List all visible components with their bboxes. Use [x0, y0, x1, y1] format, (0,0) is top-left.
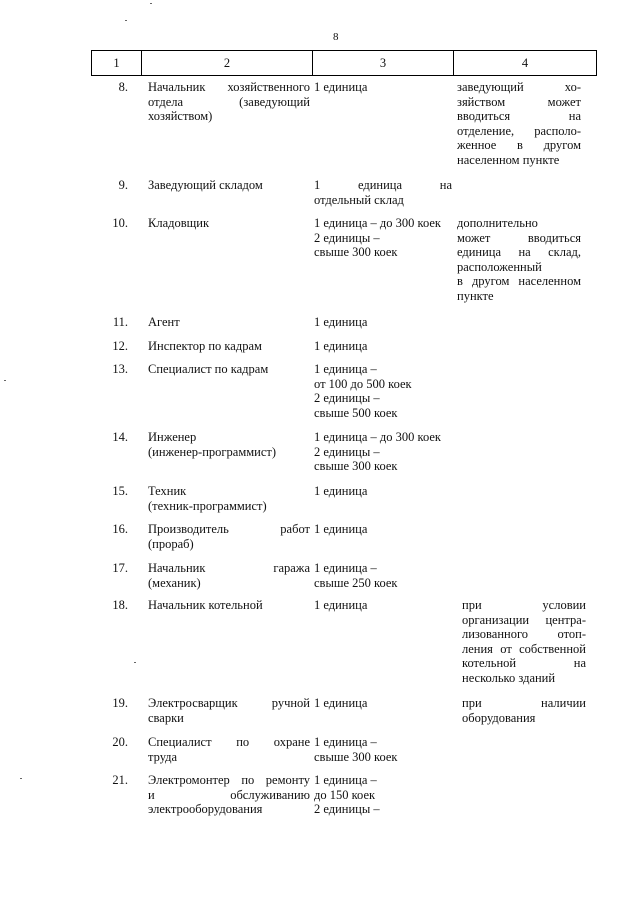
name-line: отдела (заведующий	[148, 94, 310, 109]
qty-line: свыше 300 коек	[314, 245, 398, 259]
position-name	[148, 484, 310, 513]
staff-quantity	[314, 216, 452, 260]
note-line: оборудования	[462, 710, 536, 725]
staff-quantity	[314, 362, 452, 420]
scan-speck	[20, 778, 22, 779]
staff-quantity: 1 единица	[314, 598, 368, 612]
staff-quantity	[314, 178, 452, 207]
position-name	[148, 522, 310, 551]
row-number: 15.	[112, 484, 128, 498]
name-line: (механик)	[148, 575, 201, 590]
staff-quantity: 1 единица	[314, 339, 368, 353]
position-name	[148, 216, 310, 231]
qty-line: 2 единицы –	[314, 444, 380, 459]
position-name: Специалист по кадрам	[148, 362, 269, 376]
name-line: Начальник гаража	[148, 561, 310, 575]
name-line: Электромонтер по ремонту	[148, 773, 310, 787]
qty-line: 2 единицы –	[314, 230, 380, 245]
row-number: 12.	[112, 339, 128, 353]
name-line: электрооборудования	[148, 802, 263, 816]
row-number: 20.	[112, 735, 128, 749]
note-line: котельной на	[462, 656, 586, 670]
name-line: Заведующий складом	[148, 178, 263, 192]
name-line: труда	[148, 749, 178, 764]
name-line: Начальник хозяйственного	[148, 80, 310, 94]
position-name	[148, 178, 310, 193]
name-line: (инженер-программист)	[148, 444, 277, 459]
position-name: Агент	[148, 315, 180, 329]
note-line: в другом населенном	[457, 274, 581, 288]
note-line: при наличии	[462, 696, 586, 710]
note	[457, 216, 581, 303]
staff-quantity	[314, 561, 452, 590]
staff-quantity: 1 единица	[314, 696, 368, 710]
row-number: 10.	[112, 216, 128, 230]
note-line: населенном пункте	[457, 152, 560, 167]
position-name	[148, 80, 310, 124]
position-name	[148, 561, 310, 590]
note-line: несколько зданий	[462, 670, 556, 685]
qty-line: 2 единицы –	[314, 802, 380, 816]
scan-speck	[125, 20, 127, 21]
scan-speck	[150, 3, 152, 4]
note-line: вводиться на	[457, 109, 581, 123]
note-line: дополнительно	[457, 216, 538, 230]
header-col-4: 4	[453, 51, 596, 75]
position-name	[148, 735, 310, 764]
header-col-3: 3	[312, 51, 453, 75]
row-number: 9.	[118, 178, 128, 192]
qty-line: до 150 коек	[314, 787, 376, 802]
qty-line: свыше 500 коек	[314, 405, 398, 420]
name-line: Специалист по охране	[148, 735, 310, 749]
name-line: и обслуживанию	[148, 787, 310, 802]
note	[457, 80, 581, 167]
name-line: (техник-программист)	[148, 498, 267, 513]
name-line: (прораб)	[148, 536, 194, 551]
table-header	[91, 50, 597, 76]
note-line: ления от собственной	[462, 641, 586, 656]
note	[462, 696, 586, 725]
position-name	[148, 696, 310, 725]
name-line: Техник	[148, 484, 187, 498]
name-line: Производитель работ	[148, 522, 310, 536]
qty-line: 1 единица на	[314, 178, 452, 192]
name-line: хозяйством)	[148, 109, 213, 123]
note-line: единица на склад,	[457, 245, 581, 259]
name-line: сварки	[148, 710, 184, 725]
qty-line: 1 единица – до 300 коек	[314, 216, 441, 230]
position-name: Инспектор по кадрам	[148, 339, 262, 353]
note-line: пункте	[457, 288, 494, 303]
note-line: организации центра-	[462, 612, 586, 627]
note	[462, 598, 586, 685]
row-number: 14.	[112, 430, 128, 444]
qty-line: от 100 до 500 коек	[314, 376, 412, 391]
staff-quantity	[314, 80, 452, 95]
qty-line: 1 единица –	[314, 735, 377, 749]
qty-line: свыше 300 коек	[314, 459, 398, 473]
staff-quantity: 1 единица	[314, 522, 368, 536]
scan-speck	[4, 380, 6, 381]
position-name: Начальник котельной	[148, 598, 263, 612]
staff-quantity	[314, 430, 452, 474]
position-name	[148, 430, 310, 459]
row-number: 16.	[112, 522, 128, 536]
qty-line: свыше 300 коек	[314, 749, 398, 764]
row-number: 21.	[112, 773, 128, 787]
qty-line: 1 единица	[314, 80, 368, 94]
note-line: отделение, располо-	[457, 123, 581, 138]
row-number: 19.	[112, 696, 128, 710]
row-number: 11.	[112, 315, 128, 329]
note-line: при условии	[462, 598, 586, 612]
row-number: 17.	[112, 561, 128, 575]
row-number: 13.	[112, 362, 128, 376]
staff-quantity: 1 единица	[314, 315, 368, 329]
qty-line: 1 единица –	[314, 561, 377, 575]
staff-quantity: 1 единица	[314, 484, 368, 498]
header-col-2: 2	[141, 51, 312, 75]
staff-quantity	[314, 773, 452, 817]
name-line: Электросварщик ручной	[148, 696, 310, 710]
name-line: Кладовщик	[148, 216, 210, 230]
row-number: 18.	[112, 598, 128, 612]
qty-line: 1 единица – до 300 коек	[314, 430, 441, 444]
scan-speck	[134, 662, 136, 663]
note-line: заведующий хо-	[457, 80, 581, 94]
qty-line: свыше 250 коек	[314, 575, 398, 590]
note-line: женное в другом	[457, 138, 581, 152]
note-line: лизованного отоп-	[462, 627, 586, 641]
position-name	[148, 773, 310, 817]
qty-line: отдельный склад	[314, 192, 404, 207]
name-line: Инженер	[148, 430, 197, 444]
qty-line: 1 единица –	[314, 773, 377, 787]
row-number: 8.	[118, 80, 128, 94]
staff-quantity	[314, 735, 452, 764]
qty-line: 1 единица –	[314, 362, 377, 376]
note-line: расположенный	[457, 259, 542, 274]
qty-line: 2 единицы –	[314, 391, 380, 405]
header-col-1: 1	[113, 55, 120, 70]
page-number: 8	[333, 31, 339, 43]
note-line: может вводиться	[457, 230, 581, 245]
note-line: зяйством может	[457, 94, 581, 109]
